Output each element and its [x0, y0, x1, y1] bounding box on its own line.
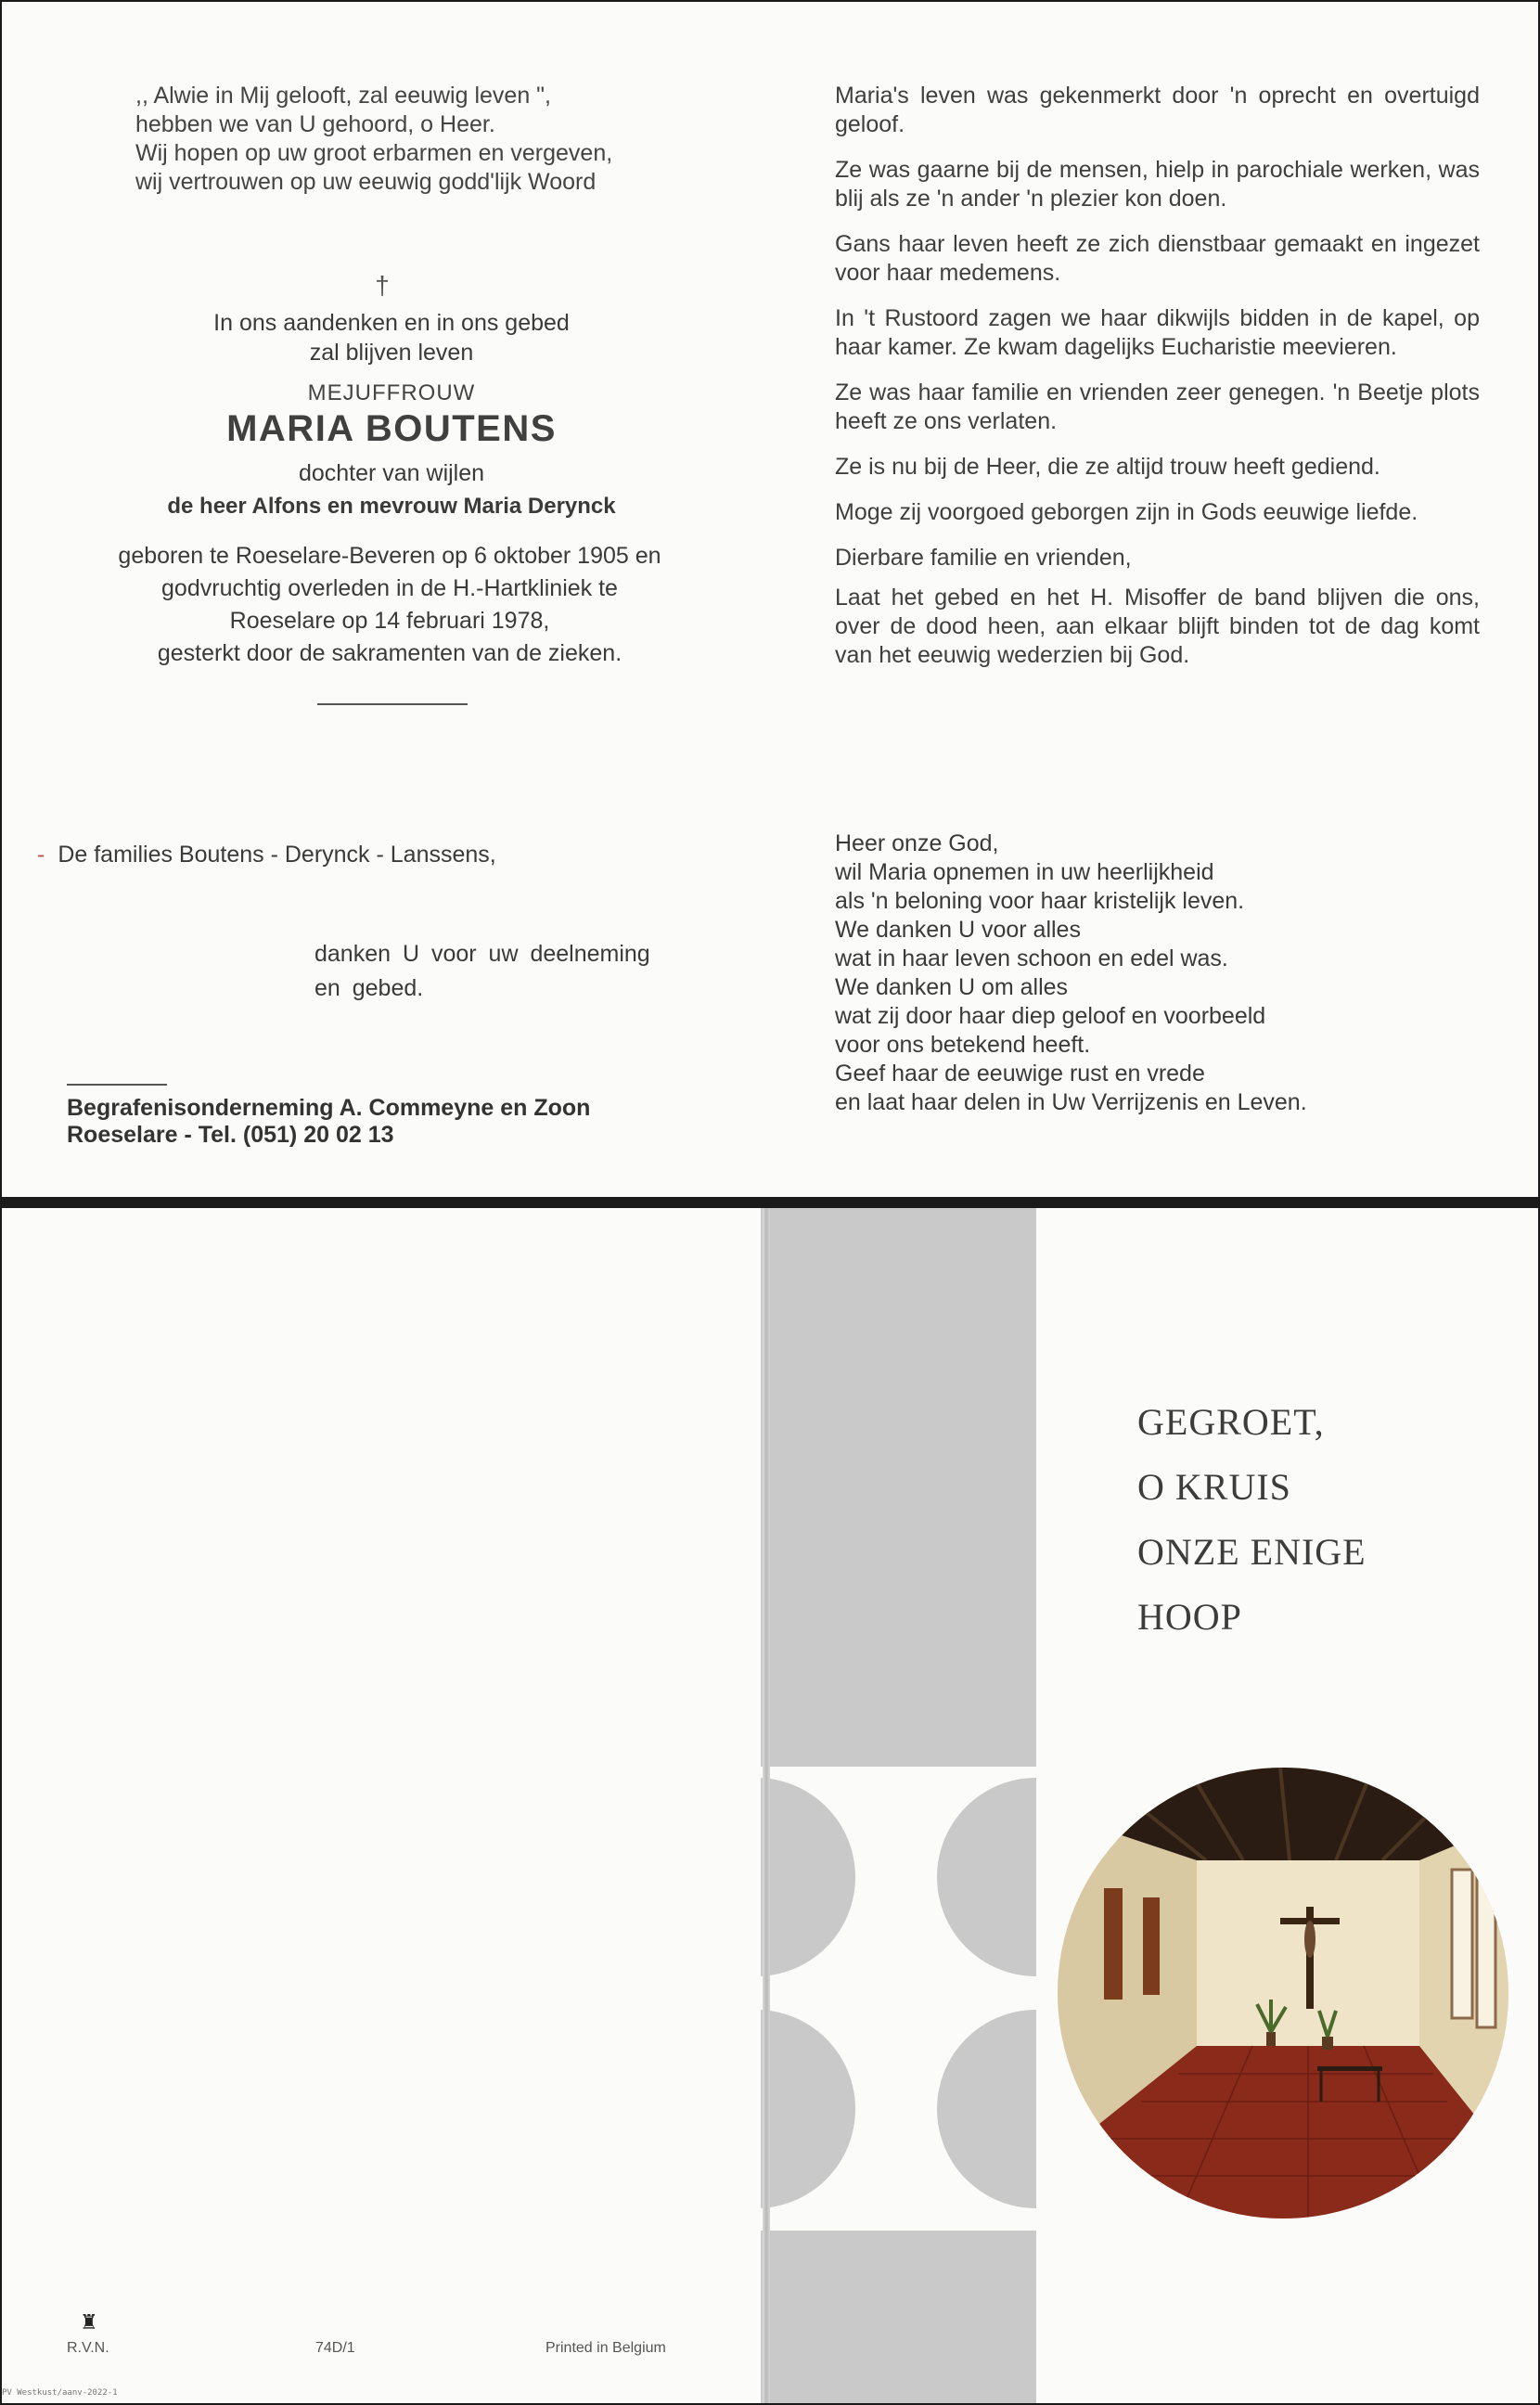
bullet-dash: -: [37, 842, 45, 868]
verse-line: wij vertrouwen op uw eeuwig godd'lijk Woord: [135, 169, 597, 195]
archive-stamp: PV Westkust/aanv-2022-1: [2, 2388, 118, 2398]
closing-prayer: [835, 830, 1484, 1117]
paragraph: Ze is nu bij de Heer, die ze altijd trouw heeft gediend.: [835, 454, 1380, 480]
memory-line: In ons aandenken en in ons gebed: [213, 310, 570, 336]
inner-card: [2, 2, 1538, 1197]
cross-icon: †: [375, 271, 390, 300]
prayer-line: We danken U voor alles: [835, 917, 1081, 943]
divider: [317, 703, 468, 705]
undertaker-contact: Roeselare - Tel. (051) 20 02 13: [67, 1122, 394, 1148]
memorial-text: [835, 82, 1480, 687]
cover-headline: [1137, 1390, 1367, 1650]
fold-line: [763, 1208, 770, 2403]
details-line: gesterkt door de sakramenten van de zieken.: [157, 640, 622, 666]
half-circle-shape: [761, 2010, 855, 2208]
thanks-line: danken U voor uw deelneming: [314, 941, 650, 967]
paragraph: Moge zij voorgoed geborgen zijn in Gods eeuwige liefde.: [835, 499, 1418, 525]
divider: [67, 1084, 167, 1086]
paragraph: In 't Rustoord zagen we haar dikwijls bidden in de kapel, op haar kamer. Ze kwam dagelijks Eucharistie meevieren.: [835, 305, 1480, 360]
prayer-line: We danken U om alles: [835, 974, 1069, 1000]
daughter-of-label: dochter van wijlen: [298, 460, 485, 486]
paragraph: Ze was gaarne bij de mensen, hielp in parochiale werken, was blij als ze 'n ander 'n plezier kon doen.: [835, 157, 1480, 212]
thanks-text: [314, 937, 723, 1006]
undertaker-name: Begrafenisonderneming A. Commeyne en Zoon: [67, 1095, 591, 1121]
details-line: Roeselare op 14 februari 1978,: [229, 608, 550, 634]
prayer-line: Heer onze God,: [835, 830, 999, 856]
half-circle-shape: [761, 1778, 855, 1976]
stripe-cross-pattern: [761, 1767, 1036, 2231]
prayer-line: Geef haar de eeuwige rust en vrede: [835, 1061, 1205, 1087]
honorific-title: MEJUFFROUW: [307, 380, 476, 405]
thanks-line: en gebed.: [314, 975, 424, 1001]
print-code: 74D/1: [315, 2340, 355, 2356]
prayer-line: wil Maria opnemen in uw heerlijkheid: [835, 859, 1214, 885]
paragraph: Gans haar leven heeft ze zich dienstbaar gemaakt en ingezet voor haar medemens.: [835, 231, 1480, 286]
farewell-paragraph: Laat het gebed en het H. Misoffer de band blijven die ons, over de dood heen, aan elkaar blijft binden tot de dag komt van het eeuwig wederzien bij God.: [835, 585, 1480, 668]
prayer-line: en laat haar delen in Uw Verrijzenis en Leven.: [835, 1089, 1307, 1115]
outer-card: [2, 1208, 1538, 2403]
families-line: [37, 842, 496, 868]
paragraph: Maria's leven was gekenmerkt door 'n oprecht en overtuigd geloof.: [835, 83, 1480, 137]
chapel-photo: [1058, 1768, 1508, 2219]
verse-line: hebben we van U gehoord, o Heer.: [135, 111, 495, 137]
prayer-line: wat in haar leven schoon en edel was.: [835, 945, 1228, 971]
opening-verse: [135, 82, 729, 197]
verse-line: Wij hopen op uw groot erbarmen en vergeven,: [135, 140, 613, 166]
birth-death-details: [63, 540, 716, 670]
headline-line: ONZE ENIGE: [1137, 1531, 1367, 1573]
memory-text: [2, 308, 781, 367]
deceased-name: MARIA BOUTENS: [226, 408, 557, 449]
prayer-line: als 'n beloning voor haar kristelijk leven.: [835, 888, 1245, 914]
prayer-line: voor ons betekend heeft.: [835, 1032, 1091, 1058]
publisher-logo-icon: ♜: [80, 2310, 98, 2334]
parents-names: de heer Alfons en mevrouw Maria Derynck: [167, 494, 616, 519]
verse-line: ,, Alwie in Mij gelooft, zal eeuwig leven ",: [135, 83, 551, 109]
headline-line: HOOP: [1137, 1596, 1242, 1638]
half-circle-shape: [937, 1778, 1036, 1976]
greeting: Dierbare familie en vrienden,: [835, 545, 1132, 571]
printed-in-label: Printed in Belgium: [545, 2340, 666, 2356]
paragraph: Ze was haar familie en vrienden zeer genegen. 'n Beetje plots heeft ze ons verlaten.: [835, 379, 1480, 434]
headline-line: O KRUIS: [1137, 1466, 1291, 1508]
families-text: De families Boutens - Derynck - Lanssens,: [58, 842, 496, 868]
chapel-illustration: [1058, 1768, 1508, 2219]
headline-line: GEGROET,: [1137, 1401, 1325, 1443]
details-line: godvruchtig overleden in de H.-Hartkliniek te: [161, 575, 618, 601]
undertaker-info: [67, 1095, 590, 1149]
half-circle-shape: [937, 2010, 1036, 2208]
publisher-name: R.V.N.: [67, 2340, 109, 2356]
memory-line: zal blijven leven: [309, 340, 474, 366]
details-line: geboren te Roeselare-Beveren op 6 oktober 1905 en: [118, 543, 661, 569]
prayer-line: wat zij door haar diep geloof en voorbeeld: [835, 1003, 1266, 1029]
